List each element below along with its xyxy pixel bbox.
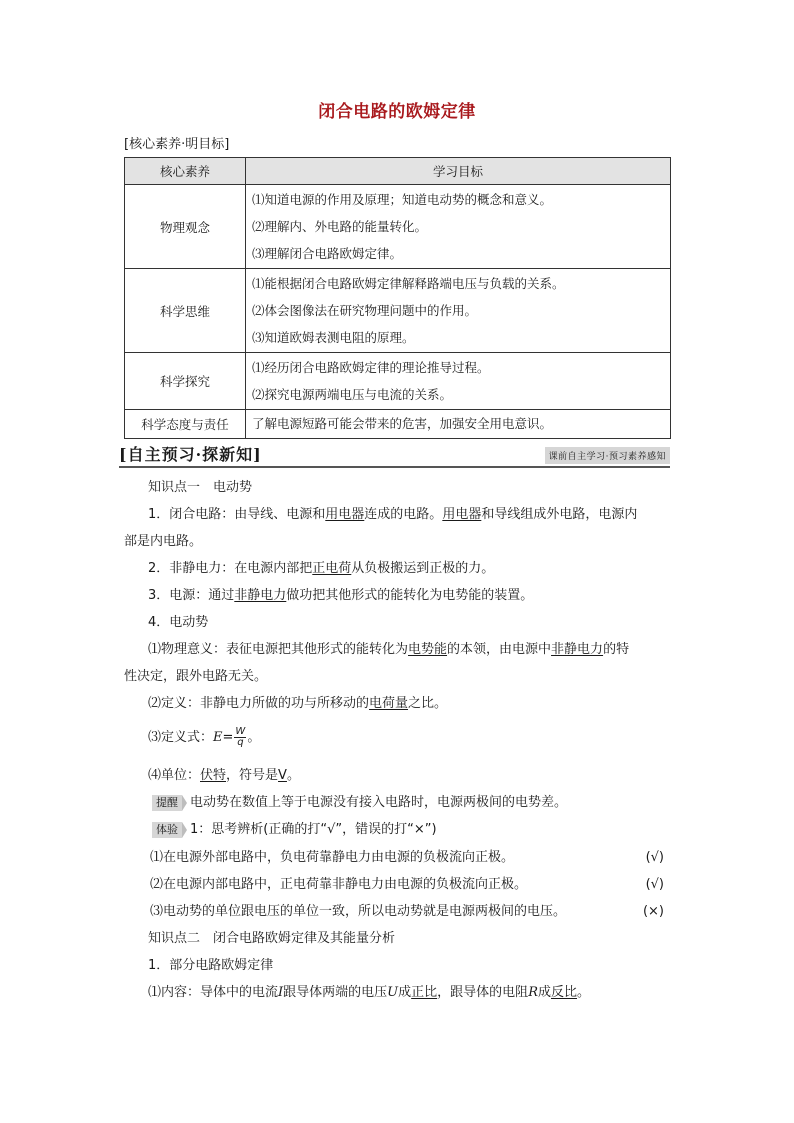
table-category: 物理观念	[125, 185, 246, 269]
text: 之比。	[408, 696, 448, 711]
paragraph	[148, 766, 300, 786]
text: ⑴内容：导体中的电流	[148, 985, 279, 1000]
underlined-term: 正比	[411, 985, 438, 1000]
table-row	[125, 410, 671, 439]
table-goals	[246, 353, 671, 410]
text: ，符号是	[226, 768, 279, 783]
text: 的本领，由电源中	[447, 642, 552, 657]
text: 做功把其他形式的能转化为电势能的装置。	[286, 588, 534, 603]
experience-line	[152, 820, 437, 840]
goal-item: ⑵理解内、外电路的能量转化。	[252, 219, 428, 234]
formula-symbol: U	[387, 985, 399, 1000]
underlined-term: 电势能	[408, 642, 448, 657]
text: ⑶电动势的单位跟电压的单位一致，所以电动势就是电源两极间的电压。	[150, 904, 567, 919]
goal-item: ⑴经历闭合电路欧姆定律的理论推导过程。	[252, 360, 490, 375]
text: 跟导体两端的电压	[283, 985, 388, 1000]
goal-item: ⑶理解闭合电路欧姆定律。	[252, 246, 403, 261]
page-title: 闭合电路的欧姆定律	[318, 102, 476, 122]
underlined-term: 非静电力	[234, 588, 287, 603]
text: ，跟导体的电阻	[437, 985, 529, 1000]
section-header	[119, 441, 670, 468]
judgment-item	[150, 848, 664, 868]
underlined-term: 反比	[551, 985, 578, 1000]
kp1-heading: 知识点一 电动势	[148, 480, 253, 495]
paragraph	[148, 983, 590, 1003]
underlined-term: V	[278, 768, 287, 783]
text: ⑶定义式：	[148, 730, 214, 745]
goal-item: ⑴能根据闭合电路欧姆定律解释路端电压与负载的关系。	[252, 276, 565, 291]
formula-symbol: I	[278, 985, 284, 1000]
text: 。	[247, 730, 261, 745]
text: 2．非静电力：在电源内部把	[148, 561, 313, 576]
goal-item: ⑶知道欧姆表测电阻的原理。	[252, 330, 415, 345]
table-header: 学习目标	[246, 158, 671, 185]
table-header-row	[125, 158, 671, 185]
text: ⑴在电源外部电路中，负电荷靠静电力由电源的负极流向正极。	[150, 850, 515, 865]
tip-badge: 提醒	[152, 795, 182, 811]
table-goals	[246, 410, 671, 439]
text: 连成的电路。	[364, 507, 443, 522]
fraction-denominator: q	[237, 737, 244, 748]
goal-item: ⑴知道电源的作用及原理；知道电动势的概念和意义。	[252, 192, 553, 207]
underlined-term: 正电荷	[312, 561, 352, 576]
paragraph	[148, 694, 447, 714]
underlined-term: 非静电力	[551, 642, 604, 657]
paragraph: 4．电动势	[148, 615, 209, 630]
section-tag: 课前自主学习·预习素养感知	[545, 447, 670, 464]
fraction-numerator: W	[235, 726, 246, 737]
paragraph: 部是内电路。	[124, 534, 203, 549]
text: 的特	[603, 642, 630, 657]
tip-line	[152, 793, 567, 813]
paragraph	[148, 640, 629, 660]
text: 。	[286, 768, 300, 783]
text: 1．闭合电路：由导线、电源和	[148, 507, 326, 522]
section-title: [自主预习·探新知]	[119, 445, 262, 464]
paragraph	[148, 559, 494, 579]
table-category: 科学探究	[125, 353, 246, 410]
text: ⑴物理意义：表征电源把其他形式的能转化为	[148, 642, 409, 657]
judgment-answer: (×)	[642, 904, 664, 919]
formula-symbol: R	[528, 985, 538, 1000]
paragraph	[148, 505, 637, 525]
table-goals	[246, 185, 671, 269]
core-literacy-subhead: [核心素养·明目标]	[124, 137, 230, 152]
text: 1：思考辨析(正确的打“√”，错误的打“×”)	[190, 822, 437, 837]
text: 成	[537, 985, 551, 1000]
text: 。	[577, 985, 591, 1000]
formula-symbol: E	[213, 730, 223, 745]
table-category: 科学思维	[125, 269, 246, 353]
table-row	[125, 353, 671, 410]
text: ⑵定义：非静电力所做的功与所移动的	[148, 696, 370, 711]
table-header: 核心素养	[125, 158, 246, 185]
table-category: 科学态度与责任	[125, 410, 246, 439]
goal-item: 了解电源短路可能会带来的危害，加强安全用电意识。	[252, 416, 553, 431]
text: 和导线组成外电路，电源内	[481, 507, 638, 522]
text: ⑵在电源内部电路中，正电荷靠非静电力由电源的负极流向正极。	[150, 877, 528, 892]
underlined-term: 用电器	[442, 507, 482, 522]
judgment-item	[150, 875, 664, 895]
text: =	[222, 730, 234, 745]
goal-item: ⑵探究电源两端电压与电流的关系。	[252, 387, 453, 402]
judgment-answer: (√)	[645, 850, 664, 865]
paragraph	[148, 586, 533, 606]
paragraph: 1．部分电路欧姆定律	[148, 958, 274, 973]
table-goals	[246, 269, 671, 353]
goal-item: ⑵体会图像法在研究物理问题中的作用。	[252, 303, 478, 318]
underlined-term: 用电器	[325, 507, 365, 522]
text: 3．电源：通过	[148, 588, 235, 603]
table-row	[125, 269, 671, 353]
experience-badge: 体验	[152, 822, 182, 838]
text: 成	[398, 985, 412, 1000]
text: 从负极搬运到正极的力。	[351, 561, 495, 576]
table-row	[125, 185, 671, 269]
paragraph: 性决定，跟外电路无关。	[124, 669, 268, 684]
text: ⑷单位：	[148, 768, 201, 783]
judgment-item	[150, 902, 664, 922]
goals-table	[124, 157, 671, 439]
formula-fraction	[234, 727, 246, 748]
text: 电动势在数值上等于电源没有接入电路时，电源两极间的电势差。	[190, 795, 568, 810]
underlined-term: 伏特	[200, 768, 227, 783]
kp2-heading: 知识点二 闭合电路欧姆定律及其能量分析	[148, 931, 396, 946]
underlined-term: 电荷量	[369, 696, 409, 711]
formula-line	[148, 727, 260, 748]
judgment-answer: (√)	[645, 877, 664, 892]
